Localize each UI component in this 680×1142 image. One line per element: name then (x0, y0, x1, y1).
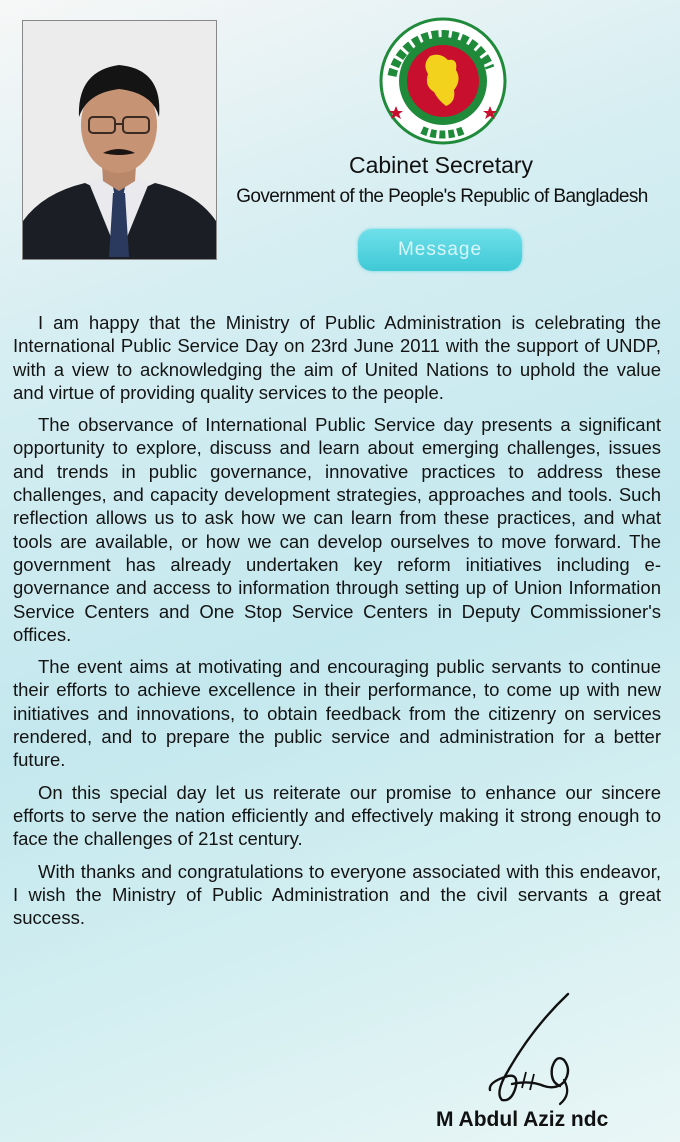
paragraph: I am happy that the Ministry of Public Administration is celebrating the International Public Service Day on 23rd June 2011 with the support of UNDP, with a view to acknowledging the aim of United Nations to uphold the value and virtue of providing quality services to the people. (13, 312, 661, 403)
page-title: Cabinet Secretary (348, 152, 534, 178)
page-subtitle: Government of the People's Republic of Bangladesh (236, 186, 648, 207)
paragraph: The event aims at motivating and encouraging public servants to continue their efforts to achieve excellence in their performance, to come up with new initiatives and innovations, to obtain feedback from the citizenry on services rendered, and to prepare the public service and administration for a better future. (13, 656, 661, 771)
portrait-photo (22, 20, 217, 260)
signatory-name: M Abdul Aziz ndc (436, 1108, 609, 1131)
message-body (13, 311, 661, 938)
paragraph: The observance of International Public Service day presents a significant opportunity to explore, discuss and learn about emerging challenges, issues and trends in public governance, innovative practices to address these challenges, and capacity development strategies, approaches and tools. Such reflection allows us to ask how we can learn from these practices, and what tools are available, or how we can develop ourselves to move forward. The government has already undertaken key reform initiatives including e-governance and access to information through setting up of Union Information Service Centers and One Stop Service Centers in Deputy Commissioner's offices. (13, 414, 661, 645)
handwritten-signature (460, 990, 590, 1110)
message-badge: Message (358, 229, 522, 271)
paragraph: With thanks and congratulations to everyone associated with this endeavor, I wish the Ministry of Public Administration and the civil servants a great success. (13, 860, 661, 929)
paragraph: On this special day let us reiterate our promise to enhance our sincere efforts to serve the nation efficiently and effectively making it strong enough to face the challenges of 21st century. (13, 781, 661, 850)
government-seal-icon (378, 16, 508, 146)
